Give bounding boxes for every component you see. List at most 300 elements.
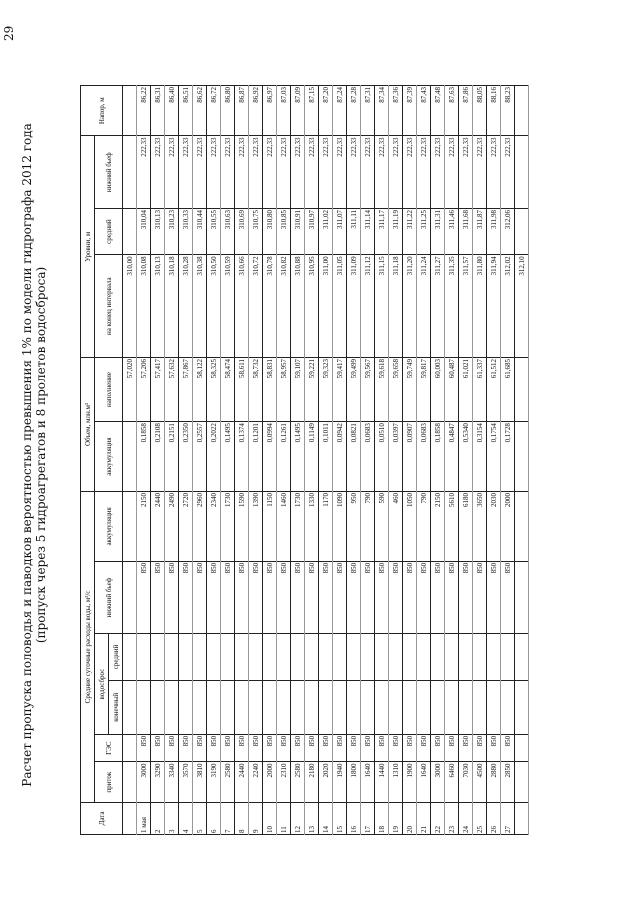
table-cell [473,634,487,680]
table-cell: 850 [361,561,375,633]
table-cell: 4500 [473,762,487,802]
table-cell: 850 [319,734,333,762]
table-row [207,86,221,835]
table-cell [417,680,431,734]
col-ges: ГЭС [95,734,123,762]
table-cell: 222,33 [319,136,333,208]
table-cell: 222,33 [207,136,221,208]
table-cell: 850 [165,734,179,762]
table-row [333,86,347,835]
table-cell [319,634,333,680]
table-row [277,86,291,835]
initial-fill: 57,020 [123,358,137,422]
table-cell [431,634,445,680]
table-cell: 311,09 [347,255,361,358]
table-cell: 850 [333,561,347,633]
table-cell: 59,817 [417,358,431,422]
table-cell: 57,867 [179,358,193,422]
table-cell: 20 [403,802,417,834]
table-cell: 0,1495 [291,422,305,492]
table-cell: 6460 [445,762,459,802]
table-cell: 3190 [207,762,221,802]
table-cell [179,634,193,680]
table-cell: 1090 [333,491,347,561]
table-cell: 86,62 [193,86,207,136]
table-cell: 850 [291,561,305,633]
table-cell: 850 [263,561,277,633]
table-cell: 310,97 [305,208,319,254]
table-cell: 850 [137,561,151,633]
table-cell: 0,0821 [347,422,361,492]
table-cell: 58,732 [249,358,263,422]
table-cell: 850 [263,734,277,762]
table-cell [487,680,501,734]
table-row [431,86,445,835]
table-row [291,86,305,835]
table-cell: 3 [165,802,179,834]
table-cell: 1460 [277,491,291,561]
table-cell: 850 [487,561,501,633]
table-cell: 0,2151 [165,422,179,492]
col-date: Дата [81,802,123,834]
table-cell [151,680,165,734]
table-cell: 850 [151,734,165,762]
table-cell: 850 [305,734,319,762]
table-cell: 222,33 [291,136,305,208]
table-cell: 2150 [137,491,151,561]
table-cell [151,634,165,680]
table-cell: 222,33 [501,136,515,208]
table-cell [165,634,179,680]
table-cell: 14 [319,802,333,834]
table-cell: 3810 [193,762,207,802]
table-cell: 590 [375,491,389,561]
table-cell [221,680,235,734]
table-cell: 850 [473,561,487,633]
group-levels: Уровни, м [81,136,95,358]
table-cell: 222,33 [179,136,193,208]
table-cell: 310,59 [221,255,235,358]
table-cell [319,680,333,734]
table-cell: 222,33 [165,136,179,208]
table-cell: 0,2350 [179,422,193,492]
table-cell: 0,0907 [403,422,417,492]
table-cell: 222,33 [403,136,417,208]
table-cell: 0,1011 [319,422,333,492]
table-cell: 850 [277,734,291,762]
table-cell: 850 [207,561,221,633]
table-cell [361,680,375,734]
table-cell: 2580 [291,762,305,802]
table-cell: 850 [193,734,207,762]
table-cell: 310,69 [235,208,249,254]
table-cell: 58,831 [263,358,277,422]
table-cell: 1640 [361,762,375,802]
table-cell: 850 [459,561,473,633]
table-cell: 57,632 [165,358,179,422]
table-cell: 6 [207,802,221,834]
table-cell: 2340 [207,491,221,561]
col-level-end: на конец интервала [95,255,123,358]
table-cell [333,634,347,680]
table-cell: 86,92 [249,86,263,136]
table-cell [333,680,347,734]
table-cell: 310,13 [151,208,165,254]
table-row [375,86,389,835]
table-cell: 88,23 [501,86,515,136]
table-cell [165,680,179,734]
col-inflow: приток [95,762,123,802]
table-row [445,86,459,835]
table-cell: 0,1149 [305,422,319,492]
table-row [361,86,375,835]
table-cell: 0,0994 [263,422,277,492]
table-cell [389,680,403,734]
table-row [305,86,319,835]
table-row [403,86,417,835]
table-cell [221,634,235,680]
table-cell: 57,206 [137,358,151,422]
table-cell: 222,33 [249,136,263,208]
table-cell [347,634,361,680]
table-cell: 222,33 [193,136,207,208]
table-cell: 59,323 [319,358,333,422]
table-cell: 310,23 [165,208,179,254]
table-cell: 312,02 [501,255,515,358]
table-cell: 310,55 [207,208,221,254]
table-cell [473,680,487,734]
table-cell [291,680,305,734]
table-cell [193,634,207,680]
table-cell: 6180 [459,491,473,561]
table-cell: 0,1858 [431,422,445,492]
table-cell: 850 [403,561,417,633]
col-level-tail: нижний бьеф [95,136,123,208]
table-cell: 311,15 [375,255,389,358]
table-cell: 311,02 [319,208,333,254]
table-cell: 87,28 [347,86,361,136]
table-cell: 850 [235,734,249,762]
table-cell: 0,1495 [221,422,235,492]
table-cell: 61,021 [459,358,473,422]
table-cell: 850 [431,561,445,633]
table-cell: 312,06 [501,208,515,254]
table-cell: 222,33 [361,136,375,208]
table-cell: 1640 [417,762,431,802]
table-cell: 3340 [165,762,179,802]
table-cell: 88,05 [473,86,487,136]
table-cell: 310,50 [207,255,221,358]
table-cell: 310,44 [193,208,207,254]
table-cell [277,680,291,734]
table-cell: 24 [459,802,473,834]
table-cell: 2180 [305,762,319,802]
table-cell: 21 [417,802,431,834]
table-cell: 3000 [431,762,445,802]
table-cell: 850 [179,734,193,762]
table-cell: 5610 [445,491,459,561]
table-cell: 18 [375,802,389,834]
table-cell: 87,03 [277,86,291,136]
table-cell: 311,25 [417,208,431,254]
table-cell: 58,122 [193,358,207,422]
table-cell: 460 [389,491,403,561]
table-cell: 0,3154 [473,422,487,492]
table-cell: 87,34 [375,86,389,136]
table-cell: 1150 [263,491,277,561]
table-cell: 311,17 [375,208,389,254]
table-cell: 2850 [501,762,515,802]
table-cell: 850 [501,561,515,633]
table-row [151,86,165,835]
table-cell: 222,33 [333,136,347,208]
table-cell: 310,82 [277,255,291,358]
table-cell: 311,68 [459,208,473,254]
table-cell: 0,0510 [375,422,389,492]
table-cell: 59,221 [305,358,319,422]
table-cell: 850 [221,561,235,633]
table-cell: 0,1858 [137,422,151,492]
table-cell: 850 [459,734,473,762]
table-cell: 87,48 [431,86,445,136]
table-cell [137,680,151,734]
col-level-mid: средний [95,208,123,254]
table-cell: 2240 [249,762,263,802]
table-cell: 2440 [151,491,165,561]
table-cell: 311,22 [403,208,417,254]
table-cell: 86,51 [179,86,193,136]
table-row [319,86,333,835]
table-cell: 58,474 [221,358,235,422]
table-cell: 222,33 [417,136,431,208]
table-cell: 59,107 [291,358,305,422]
title-line-1: Расчет пропуска половодья и паводков вероятностью превышения 1% по модели гидрографа 2012 года [20,123,34,787]
table-cell: 850 [375,734,389,762]
group-spillway: водосброс [95,634,109,735]
table-cell [137,634,151,680]
table-cell: 0,2557 [193,422,207,492]
table-cell: 15 [333,802,347,834]
table-cell: 22 [431,802,445,834]
table-cell: 311,46 [445,208,459,254]
table-row [249,86,263,835]
table-cell: 850 [375,561,389,633]
table-cell: 222,33 [375,136,389,208]
table-cell [403,634,417,680]
table-cell: 87,24 [333,86,347,136]
table-cell: 222,33 [151,136,165,208]
table-cell [249,634,263,680]
table-cell: 311,18 [389,255,403,358]
table-cell: 17 [361,802,375,834]
table-row [165,86,179,835]
table-cell: 2960 [193,491,207,561]
table-cell: 850 [165,561,179,633]
table-cell: 2030 [487,491,501,561]
table-cell: 310,85 [277,208,291,254]
table-cell: 222,33 [235,136,249,208]
table-cell: 311,27 [431,255,445,358]
table-cell [207,680,221,734]
table-cell: 311,87 [473,208,487,254]
table-cell: 86,72 [207,86,221,136]
table-cell: 222,33 [389,136,403,208]
table-cell [389,634,403,680]
table-cell: 59,499 [347,358,361,422]
table-cell: 222,33 [473,136,487,208]
table-cell: 5 [193,802,207,834]
table-cell: 60,487 [445,358,459,422]
table-cell [235,680,249,734]
table-cell: 7 [221,802,235,834]
table-cell: 310,28 [179,255,193,358]
table-cell: 59,417 [333,358,347,422]
table-cell: 850 [445,734,459,762]
table-cell: 222,33 [459,136,473,208]
table-cell: 88,16 [487,86,501,136]
table-cell: 1 мая [137,802,151,834]
table-cell: 61,512 [487,358,501,422]
table-cell: 310,04 [137,208,151,254]
table-cell: 850 [347,734,361,762]
table-cell [249,680,263,734]
table-cell: 3000 [137,762,151,802]
table-cell: 310,38 [193,255,207,358]
table-cell: 310,88 [291,255,305,358]
table-cell: 850 [277,561,291,633]
table-cell: 850 [445,561,459,633]
table-cell: 58,957 [277,358,291,422]
table-cell [263,634,277,680]
table-cell: 311,14 [361,208,375,254]
table-cell: 60,003 [431,358,445,422]
table-cell: 850 [151,561,165,633]
table-cell: 850 [305,561,319,633]
table-cell [445,634,459,680]
table-cell: 87,63 [445,86,459,136]
closing-row [515,86,529,835]
table-cell: 310,91 [291,208,305,254]
table-cell: 2150 [431,491,445,561]
table-cell [417,634,431,680]
table-cell: 87,09 [291,86,305,136]
table-cell: 86,31 [151,86,165,136]
table-cell: 850 [179,561,193,633]
table-cell: 86,97 [263,86,277,136]
table-cell: 87,31 [361,86,375,136]
table-cell [361,634,375,680]
table-cell: 311,00 [319,255,333,358]
initial-level: 310,00 [123,255,137,358]
table-cell: 311,98 [487,208,501,254]
table-cell: 1170 [319,491,333,561]
table-body [123,86,529,835]
table-cell: 59,567 [361,358,375,422]
table-cell: 4 [179,802,193,834]
table-cell: 13 [305,802,319,834]
table-cell: 23 [445,802,459,834]
table-row [501,86,515,835]
table-cell: 850 [291,734,305,762]
table-cell: 0,1754 [487,422,501,492]
table-cell: 2490 [165,491,179,561]
table-cell: 59,658 [389,358,403,422]
table-cell: 2000 [501,491,515,561]
table-cell [235,634,249,680]
table-cell: 58,611 [235,358,249,422]
table-cell [305,680,319,734]
table-cell: 2 [151,802,165,834]
table-cell [403,680,417,734]
table-cell: 310,18 [165,255,179,358]
table-cell [347,680,361,734]
table-cell: 311,24 [417,255,431,358]
table-cell: 25 [473,802,487,834]
table-cell: 7030 [459,762,473,802]
table-cell: 0,1728 [501,422,515,492]
table-cell: 1730 [221,491,235,561]
table-row [137,86,151,835]
table-cell: 850 [417,561,431,633]
table-row [487,86,501,835]
col-accumulation-flow: аккумуляция [95,491,123,561]
table-cell [179,680,193,734]
table-row [193,86,207,835]
table-cell: 58,325 [207,358,221,422]
table-cell: 311,80 [473,255,487,358]
table-cell: 850 [347,561,361,633]
table-cell: 26 [487,802,501,834]
table-cell: 310,72 [249,255,263,358]
table-cell: 0,1374 [235,422,249,492]
table-cell: 86,80 [221,86,235,136]
table-cell: 850 [403,734,417,762]
table-cell: 790 [417,491,431,561]
table-cell: 2310 [277,762,291,802]
table-cell: 3570 [179,762,193,802]
table-cell [445,680,459,734]
table-cell: 27 [501,802,515,834]
table-cell: 850 [221,734,235,762]
table-cell [501,634,515,680]
table-cell: 222,33 [221,136,235,208]
table-cell: 310,08 [137,255,151,358]
table-cell [487,634,501,680]
table-cell: 850 [207,734,221,762]
table-cell: 850 [193,561,207,633]
table-cell: 59,618 [375,358,389,422]
table-row [459,86,473,835]
table-cell: 311,35 [445,255,459,358]
table-cell: 86,22 [137,86,151,136]
table-cell: 16 [347,802,361,834]
table-cell: 850 [431,734,445,762]
table-cell [501,680,515,734]
table-cell: 0,0397 [389,422,403,492]
document-title [20,85,48,825]
table-cell: 850 [333,734,347,762]
table-cell: 222,33 [277,136,291,208]
table-cell: 310,63 [221,208,235,254]
col-volume-fill: наполнение [95,358,123,422]
table-cell: 86,87 [235,86,249,136]
table-cell: 222,33 [445,136,459,208]
table-cell: 0,2022 [207,422,221,492]
table-cell: 311,31 [431,208,445,254]
table-cell: 310,33 [179,208,193,254]
group-flows: Средние суточные расходы воды, м³/с [81,491,95,802]
table-cell: 1440 [375,762,389,802]
